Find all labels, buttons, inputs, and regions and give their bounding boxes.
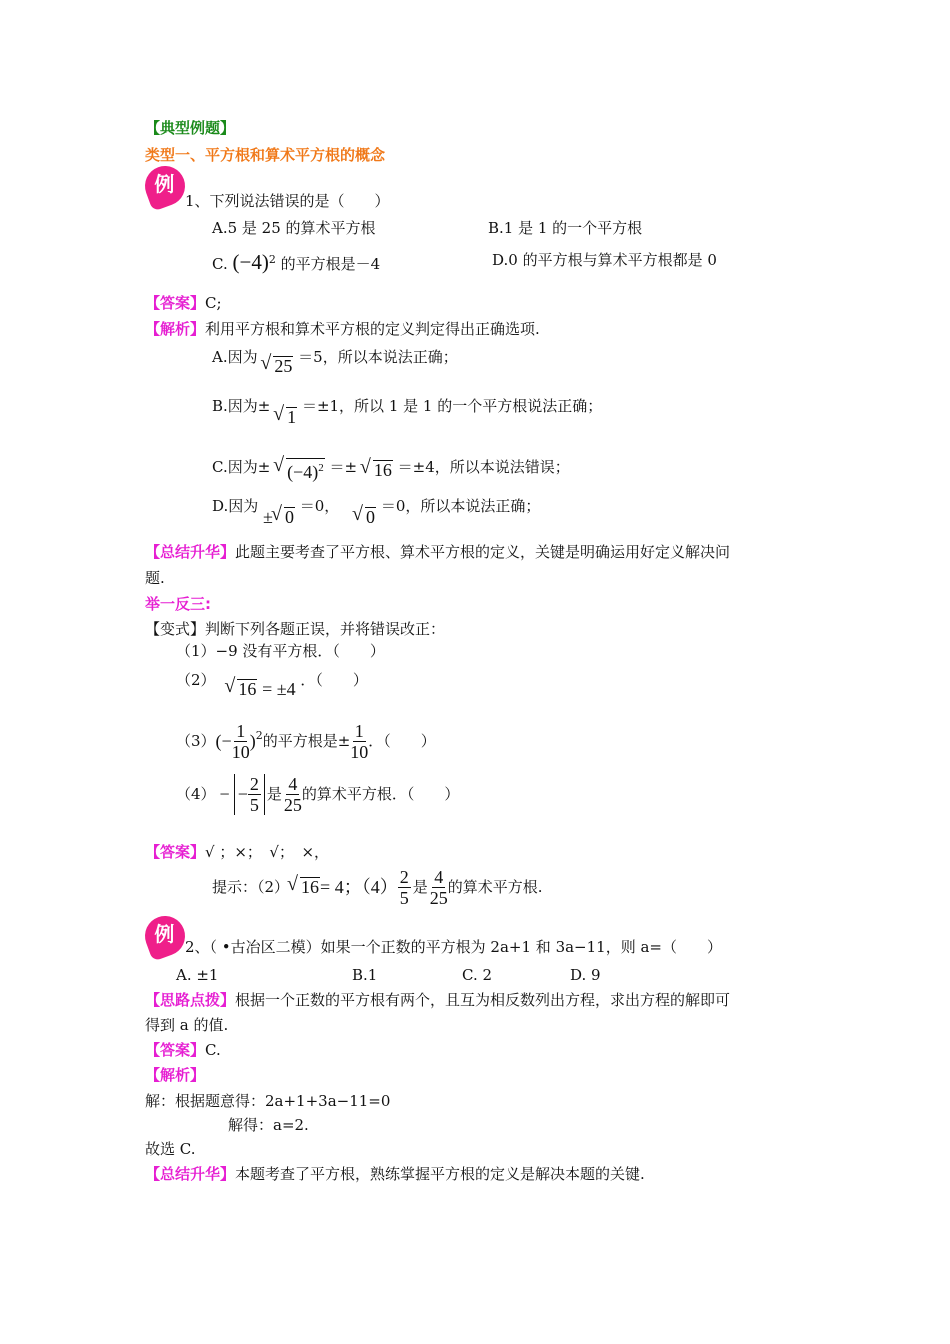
ex2-solution-3: 故选 C. — [145, 1140, 196, 1158]
example-badge-icon: 例 — [139, 160, 190, 211]
practice-item-2: （2） √ 16 = ±4 ．（ ） — [176, 669, 368, 690]
ex1-step-d: D.因为 ± √ 0 ＝0， √ 0 ＝0，所以本说法正确； — [212, 495, 540, 516]
summary-label: 【总结升华】 — [145, 1165, 236, 1183]
practice-item-3: （3） (− $\frac{1}{10}$ ) $^2$ 的平方根是± $\frac{1}{10}$ ．（ ） — [176, 720, 436, 762]
ex2-option-c: C. 2 — [462, 966, 493, 984]
ex1-question: 1、下列说法错误的是（ ） — [185, 192, 390, 210]
ex1-option-c: C. $(-4)^2$ 的平方根是－4 — [212, 250, 381, 274]
hint-label: 【思路点拨】 — [145, 991, 236, 1009]
ex1-option-d: D.0 的平方根与算术平方根都是 0 — [492, 251, 717, 269]
ex1-step-c: C.因为± √ $(-4)^2$ ＝± √ 16 ＝±4，所以本说法错误； — [212, 452, 570, 477]
ex2-hint: 【思路点拨】根据一个正数的平方根有两个，且互为相反数列出方程，求出方程的解即可 — [145, 991, 731, 1009]
ex2-summary: 【总结升华】本题考查了平方根，熟练掌握平方根的定义是解决本题的关键. — [145, 1165, 645, 1183]
analysis-label: 【解析】 — [145, 320, 206, 338]
ex2-answer: 【答案】C. — [145, 1041, 221, 1059]
ex1-option-a: A.5 是 25 的算术平方根 — [212, 219, 376, 237]
ex1-step-b: B.因为± √ 1 ＝±1，所以 1 是 1 的一个平方根说法正确； — [212, 395, 602, 416]
ex1-answer: 【答案】C; — [145, 294, 222, 312]
practice-item-1: （1）−9 没有平方根．（ ） — [176, 642, 385, 660]
ex2-question: 2、（ •古冶区二模）如果一个正数的平方根为 2a+1 和 3a−11，则 a=（ ） — [185, 938, 722, 956]
ex2-hint-cont: 得到 a 的值. — [145, 1016, 229, 1034]
answer-label: 【答案】 — [145, 294, 206, 312]
practice-variant: 【变式】判断下列各题正误，并将错误改正： — [145, 620, 446, 638]
ex1-analysis: 【解析】利用平方根和算术平方根的定义判定得出正确选项. — [145, 320, 540, 338]
example-badge-icon: 例 — [139, 910, 190, 961]
ex1-summary: 【总结升华】此题主要考查了平方根、算术平方根的定义，关键是明确运用好定义解决问 — [145, 543, 731, 561]
ex1-step-a: A.因为 √ 25 ＝5，所以本说法正确； — [212, 346, 458, 367]
answer-label: 【答案】 — [145, 1041, 206, 1059]
ex1-summary-cont: 题. — [145, 569, 165, 587]
type-title: 类型一、平方根和算术平方根的概念 — [145, 146, 386, 164]
ex2-option-a: A. ±1 — [176, 966, 219, 984]
summary-label: 【总结升华】 — [145, 543, 236, 561]
answer-label: 【答案】 — [145, 843, 206, 861]
practice-answer: 【答案】√ ；×； √； ×， — [145, 843, 330, 861]
practice-title: 举一反三: — [145, 595, 211, 613]
ex2-solution-2: 解得：a=2. — [228, 1116, 309, 1134]
ex2-option-b: B.1 — [352, 966, 378, 984]
practice-hint: 提示：（2） √ 16 = 4；（4） $\frac{2}{5}$ 是 $\frac{4}{25}$ 的算术平方根. — [212, 864, 543, 910]
section-title: 【典型例题】 — [145, 119, 236, 137]
ex1-option-b: B.1 是 1 的一个平方根 — [488, 219, 643, 237]
ex2-solution-1: 解：根据题意得：2a+1+3a−11=0 — [145, 1092, 391, 1110]
ex2-option-d: D. 9 — [570, 966, 601, 984]
ex2-analysis-label: 【解析】 — [145, 1066, 206, 1084]
practice-item-4: （4） − − $\frac{2}{5}$ 是 $\frac{4}{25}$ 的算术平方根．（ ） — [176, 773, 460, 815]
